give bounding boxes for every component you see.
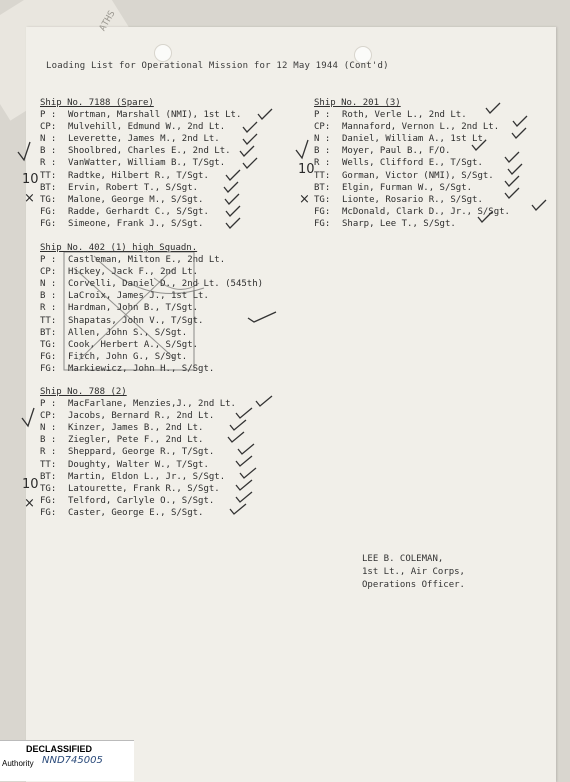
crew-line: B : Shoolbred, Charles E., 2nd Lt. xyxy=(40,146,231,157)
crew-line: B : Moyer, Paul B., F/O. xyxy=(314,146,451,157)
crew-line: R : Sheppard, George R., T/Sgt. xyxy=(40,447,215,458)
crew-line: TG: Cook, Herbert A., S/Sgt. xyxy=(40,339,199,350)
crew-line: CP: Mannaford, Vernon L., 2nd Lt. xyxy=(314,122,500,133)
crew-line: BT: Martin, Eldon L., Jr., S/Sgt. xyxy=(40,471,226,482)
signature-name: LEE B. COLEMAN, xyxy=(362,554,444,564)
crew-line: FG: Markiewicz, John H., S/Sgt. xyxy=(40,363,215,374)
handwritten-number: 10 xyxy=(22,477,39,492)
ship-block-201 xyxy=(314,97,510,230)
authority-number: NND745005 xyxy=(42,755,103,766)
ship-header: Ship No. 7188 (Spare) xyxy=(40,98,154,108)
declassified-label: DECLASSIFIED xyxy=(26,744,93,754)
page-title: Loading List for Operational Mission for 12 May 1944 (Cont'd) xyxy=(46,61,389,71)
crew-line: TG: Lionte, Rosario R., S/Sgt. xyxy=(314,194,483,205)
signature-rank: 1st Lt., Air Corps, xyxy=(362,567,465,577)
crew-line: FG: Fitch, John G., S/Sgt. xyxy=(40,351,188,362)
handwritten-number: 10 xyxy=(298,162,315,177)
crew-line: BT: Allen, John S., S/Sgt. xyxy=(40,327,188,338)
crew-line: N : Corvelli, Daniel D., 2nd Lt. (545th) xyxy=(40,279,264,290)
crew-line: P : Castleman, Milton E., 2nd Lt. xyxy=(40,255,226,266)
ship-header: Ship No. 201 (3) xyxy=(314,98,401,108)
punch-hole xyxy=(154,44,172,62)
handwritten-x-mark: × xyxy=(24,191,35,206)
crew-line: B : LaCroix, James J., 1st Lt. xyxy=(40,291,209,302)
signature-block xyxy=(362,553,465,592)
crew-line: FG: McDonald, Clark D., Jr., S/Sgt. xyxy=(314,206,510,217)
ship-header: Ship No. 402 (1) high Squadn. xyxy=(40,243,198,253)
ship-block-7188 xyxy=(40,97,241,230)
crew-line: B : Ziegler, Pete F., 2nd Lt. xyxy=(40,435,204,446)
signature-role: Operations Officer. xyxy=(362,580,465,590)
crew-line: TT: Gorman, Victor (NMI), S/Sgt. xyxy=(314,170,494,181)
crew-line: FG: Simeone, Frank J., S/Sgt. xyxy=(40,218,204,229)
ship-header: Ship No. 788 (2) xyxy=(40,387,127,397)
crew-line: TG: Latourette, Frank R., S/Sgt. xyxy=(40,483,220,494)
crew-line: P : Roth, Verle L., 2nd Lt. xyxy=(314,110,467,121)
crew-line: P : MacFarlane, Menzies,J., 2nd Lt. xyxy=(40,399,236,410)
crew-line: FG: Caster, George E., S/Sgt. xyxy=(40,507,204,518)
crew-line: TG: Malone, George M., S/Sgt. xyxy=(40,194,204,205)
crew-line: FG: Sharp, Lee T., S/Sgt. xyxy=(314,218,456,229)
crew-line: N : Leverette, James M., 2nd Lt. xyxy=(40,134,220,145)
handwritten-x-mark: × xyxy=(24,496,35,511)
crew-line: CP: Hickey, Jack F., 2nd Lt. xyxy=(40,267,199,278)
crew-line: R : Wells, Clifford E., T/Sgt. xyxy=(314,158,483,169)
crew-line: N : Kinzer, James B., 2nd Lt. xyxy=(40,423,204,434)
crew-line: N : Daniel, William A., 1st Lt. xyxy=(314,134,489,145)
authority-label: Authority xyxy=(2,759,34,768)
crew-line: FG: Telford, Carlyle O., S/Sgt. xyxy=(40,495,215,506)
crew-line: R : VanWatter, William B., T/Sgt. xyxy=(40,158,226,169)
crew-line: TT: Shapatas, John V., T/Sgt. xyxy=(40,315,204,326)
crew-line: CP: Mulvehill, Edmund W., 2nd Lt. xyxy=(40,122,226,133)
crew-line: CP: Jacobs, Bernard R., 2nd Lt. xyxy=(40,411,215,422)
ship-block-788 xyxy=(40,386,236,519)
crew-line: TT: Doughty, Walter W., T/Sgt. xyxy=(40,459,209,470)
corner-note: ATHS xyxy=(98,9,118,33)
crew-line: P : Wortman, Marshall (NMI), 1st Lt. xyxy=(40,110,242,121)
crew-line: FG: Radde, Gerhardt C., S/Sgt. xyxy=(40,206,209,217)
declassified-stamp xyxy=(0,740,134,781)
crew-line: TT: Radtke, Hilbert R., T/Sgt. xyxy=(40,170,209,181)
crew-line: BT: Elgin, Furman W., S/Sgt. xyxy=(314,182,473,193)
handwritten-scribble xyxy=(54,248,234,378)
handwritten-number: 10 xyxy=(22,172,39,187)
crew-line: BT: Ervin, Robert T., S/Sgt. xyxy=(40,182,199,193)
crew-line: R : Hardman, John B., T/Sgt. xyxy=(40,303,199,314)
handwritten-x-mark: × xyxy=(299,192,310,207)
